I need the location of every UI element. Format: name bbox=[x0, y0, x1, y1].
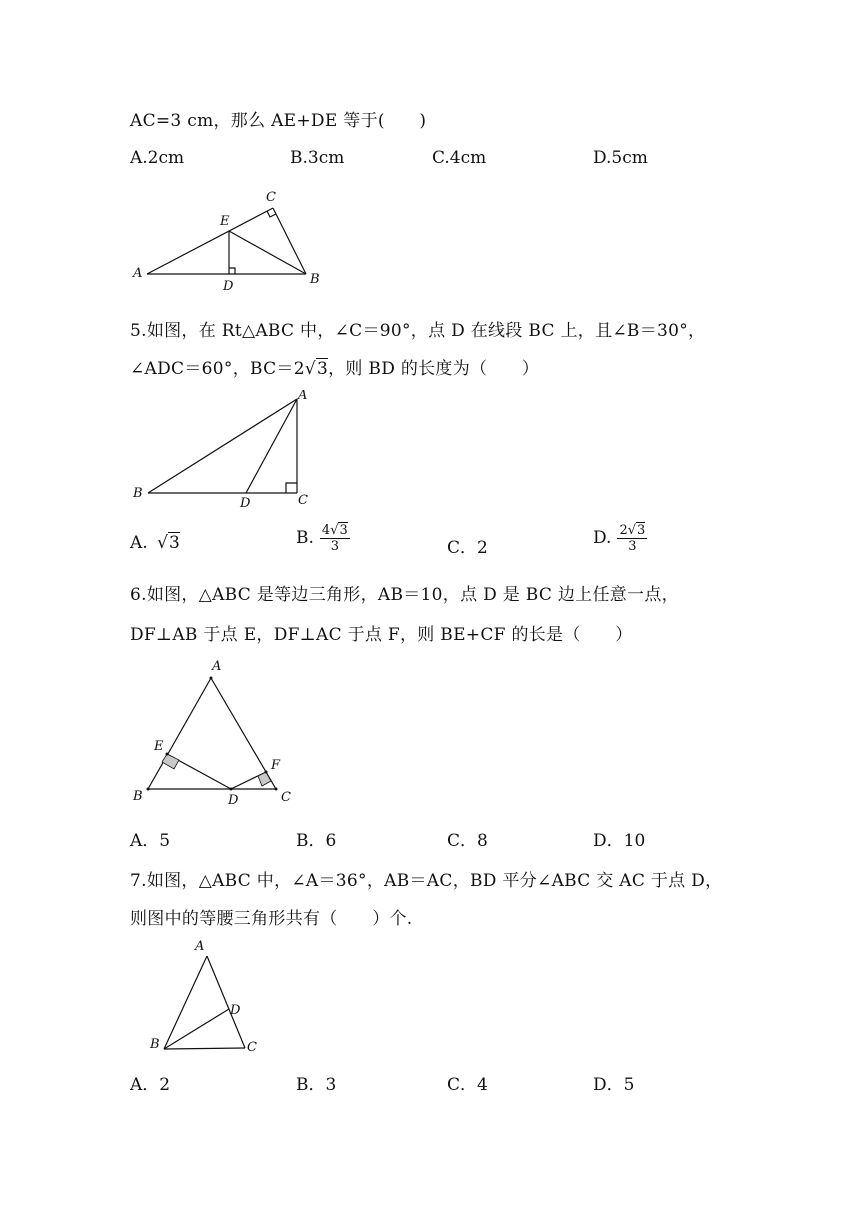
q6-label-c: C bbox=[281, 790, 291, 805]
q7-option-b: B．3 bbox=[296, 1075, 337, 1095]
q7-label-a: A bbox=[195, 939, 205, 954]
q5-label-a: A bbox=[298, 390, 308, 403]
q7-option-c: C．4 bbox=[447, 1075, 488, 1095]
q4-option-c: C.4cm bbox=[432, 148, 487, 168]
q4-figure bbox=[128, 186, 328, 290]
q6-right-angle-f bbox=[258, 772, 271, 786]
q6-label-b: B bbox=[133, 789, 143, 804]
q4-seg-eb bbox=[229, 231, 306, 274]
q7-label-b: B bbox=[150, 1037, 160, 1052]
q6-label-f: F bbox=[271, 758, 281, 773]
q4-right-angle-d bbox=[229, 268, 235, 274]
q5-option-a: A. √3 bbox=[130, 533, 180, 553]
q4-label-d: D bbox=[223, 279, 234, 290]
q7-seg-ac bbox=[207, 956, 245, 1048]
q5-option-b: B. $\frac{4√3}{3}$ bbox=[296, 523, 348, 554]
q5-label-d: D bbox=[240, 496, 251, 511]
q5-seg-da bbox=[246, 399, 297, 493]
q5-line2-a: ∠ADC＝60°，BC＝2 bbox=[130, 359, 305, 379]
q6-stem-line2: DF⊥AB 于点 E，DF⊥AC 于点 F，则 BE+CF 的长是（ ） bbox=[130, 625, 633, 645]
q4-label-a: A bbox=[133, 266, 143, 281]
q6-option-b: B．6 bbox=[296, 831, 337, 851]
q5-stem-line1: 5.如图，在 Rt△ABC 中，∠C＝90°，点 D 在线段 BC 上，且∠B＝30°， bbox=[130, 321, 706, 341]
q4-stem-tail: AC=3 cm，那么 AE+DE 等于( ) bbox=[130, 111, 427, 131]
q7-label-d: D bbox=[230, 1003, 241, 1018]
q4-option-a: A.2cm bbox=[130, 148, 185, 168]
q7-seg-ab bbox=[164, 956, 207, 1049]
q6-option-c: C．8 bbox=[447, 831, 488, 851]
q6-label-e: E bbox=[154, 739, 164, 754]
q5-stem-line2 bbox=[130, 354, 539, 379]
q4-option-d: D.5cm bbox=[593, 148, 648, 168]
q7-seg-bc bbox=[164, 1048, 245, 1049]
q6-option-a: A．5 bbox=[130, 831, 171, 851]
q6-label-a: A bbox=[212, 659, 222, 674]
q5-figure bbox=[128, 390, 328, 514]
q4-label-b: B bbox=[310, 272, 320, 287]
q4-label-e: E bbox=[220, 214, 230, 229]
q5-label-b: B bbox=[133, 486, 143, 501]
q6-right-angle-e bbox=[162, 754, 179, 769]
q7-option-a: A．2 bbox=[130, 1075, 171, 1095]
q5-right-angle-c bbox=[286, 483, 297, 493]
q4-label-c: C bbox=[266, 190, 276, 205]
q5-line2-b: ，则 BD 的长度为（ ） bbox=[328, 359, 540, 379]
q6-figure bbox=[128, 656, 308, 808]
q6-stem-line1: 6.如图，△ABC 是等边三角形，AB＝10，点 D 是 BC 边上任意一点， bbox=[130, 585, 679, 605]
q7-option-d: D．5 bbox=[593, 1075, 635, 1095]
q4-seg-ac bbox=[147, 208, 273, 274]
q7-figure bbox=[140, 936, 270, 1058]
q6-option-d: D．10 bbox=[593, 831, 646, 851]
q6-label-d: D bbox=[228, 793, 239, 808]
q7-label-c: C bbox=[247, 1040, 257, 1055]
q5-label-c: C bbox=[298, 493, 308, 508]
q5-seg-ba bbox=[148, 399, 297, 493]
q7-stem-line2: 则图中的等腰三角形共有（ ）个. bbox=[130, 909, 413, 929]
q5-option-c: C．2 bbox=[447, 538, 488, 558]
q4-option-b: B.3cm bbox=[290, 148, 345, 168]
q5-sqrt-3: √3 bbox=[304, 359, 329, 379]
q7-stem-line1: 7.如图，△ABC 中，∠A＝36°，AB＝AC，BD 平分∠ABC 交 AC 于点 D， bbox=[130, 871, 723, 891]
q5-option-d: D. $\frac{2√3}{3}$ bbox=[593, 523, 646, 554]
